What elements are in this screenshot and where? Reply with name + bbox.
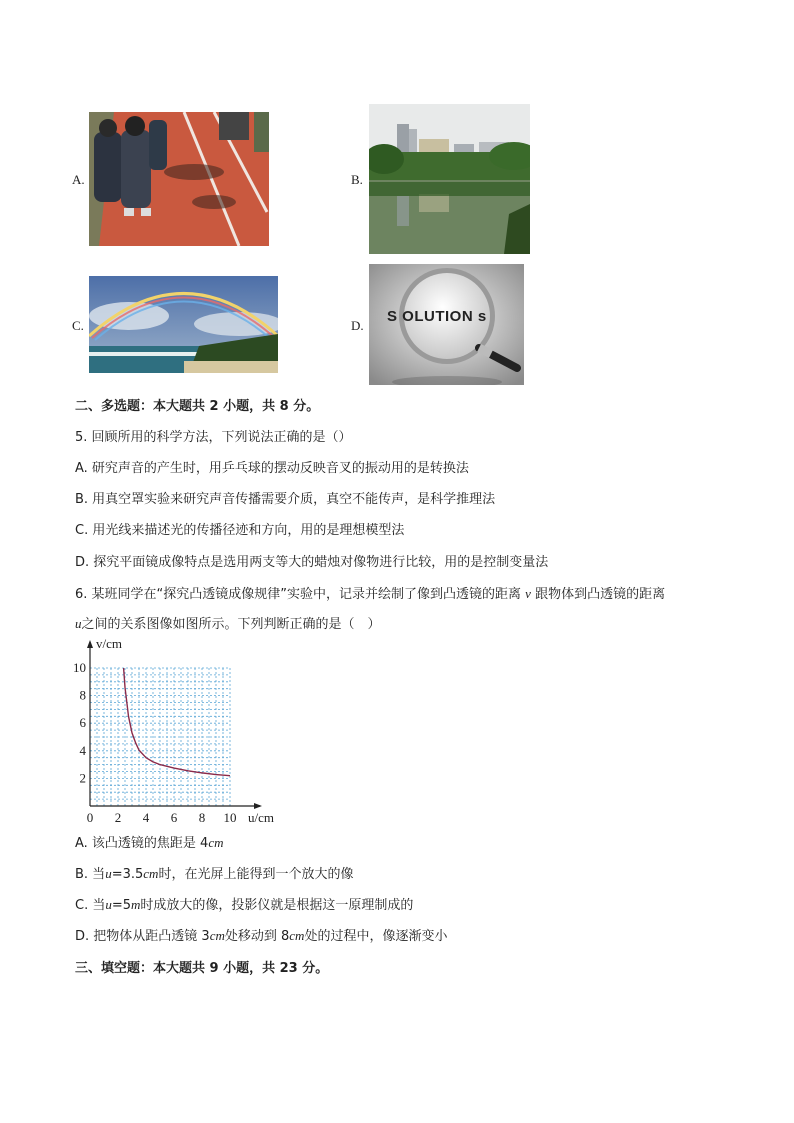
rainbow-beach-photo <box>89 276 278 373</box>
series-line <box>124 668 230 776</box>
option-d-letter: D. <box>351 318 364 333</box>
y-axis-label: v/cm <box>96 636 122 651</box>
option-c-letter: C. <box>72 318 84 333</box>
x-tick-label: 2 <box>114 810 122 825</box>
q5-option-c: C. 用光线来描述光的传播径迹和方向，用的是理想模型法 <box>75 523 405 538</box>
q6-option-c: C. 当u=5m时成放大的像，投影仪就是根据这一原理制成的 <box>75 897 414 913</box>
y-tick-label: 4 <box>79 742 86 758</box>
y-tick-label: 8 <box>79 687 86 703</box>
q6-stem-c: 之间的关系图像如图所示。下列判断正确的是（ ） <box>81 617 381 632</box>
magnifier-text: S OLUTION s <box>387 308 487 325</box>
q5-option-a: A. 研究声音的产生时，用乒乓球的摆动反映音叉的振动用的是转换法 <box>75 461 469 476</box>
y-tick-label: 2 <box>79 770 86 786</box>
q5-option-b: B. 用真空罩实验来研究声音传播需要介质，真空不能传声，是科学推理法 <box>75 492 496 507</box>
x-tick-label: 6 <box>170 810 178 825</box>
x-axis-label: u/cm <box>248 810 274 825</box>
y-tick-label: 10 <box>73 660 86 675</box>
x-tick-label: 0 <box>86 810 94 825</box>
y-tick-label: 6 <box>79 715 86 731</box>
option-b-letter: B. <box>351 172 363 187</box>
children-shadows-photo <box>89 112 269 246</box>
q6-stem-a: 6. 某班同学在“探究凸透镜成像规律”实验中，记录并绘制了像到凸透镜的距离 <box>75 587 522 602</box>
v-u-chart <box>60 636 300 831</box>
q6-stem-line2 <box>75 613 381 632</box>
x-tick-label: 4 <box>142 810 150 825</box>
x-tick-label: 8 <box>198 810 206 825</box>
q5-option-d: D. 探究平面镜成像特点是选用两支等大的蜡烛对像物进行比较，用的是控制变量法 <box>75 555 549 570</box>
section-3-heading: 三、填空题：本大题共 9 小题，共 23 分。 <box>75 961 329 976</box>
q6-option-d: D. 把物体从距凸透镜 3cm处移动到 8cm处的过程中，像逐渐变小 <box>75 928 448 944</box>
x-tick-label: 10 <box>223 810 237 825</box>
q6-option-b: B. 当u=3.5cm时，在光屏上能得到一个放大的像 <box>75 866 354 882</box>
q6-option-a: A. 该凸透镜的焦距是 4cm <box>75 835 224 851</box>
magnifier-photo <box>369 264 524 385</box>
q6-var-u: u <box>75 616 82 631</box>
q5-stem: 5. 回顾所用的科学方法，下列说法正确的是（） <box>75 430 352 445</box>
option-a-letter: A. <box>72 172 85 187</box>
x-axis-arrow <box>254 803 262 809</box>
y-axis-arrow <box>87 640 93 648</box>
lake-reflection-photo <box>369 104 530 254</box>
q6-var-v: v <box>525 586 531 601</box>
q6-stem-line1 <box>75 583 665 602</box>
section-2-heading: 二、多选题：本大题共 2 小题，共 8 分。 <box>75 399 320 414</box>
q6-stem-b: 跟物体到凸透镜的距离 <box>535 587 666 602</box>
